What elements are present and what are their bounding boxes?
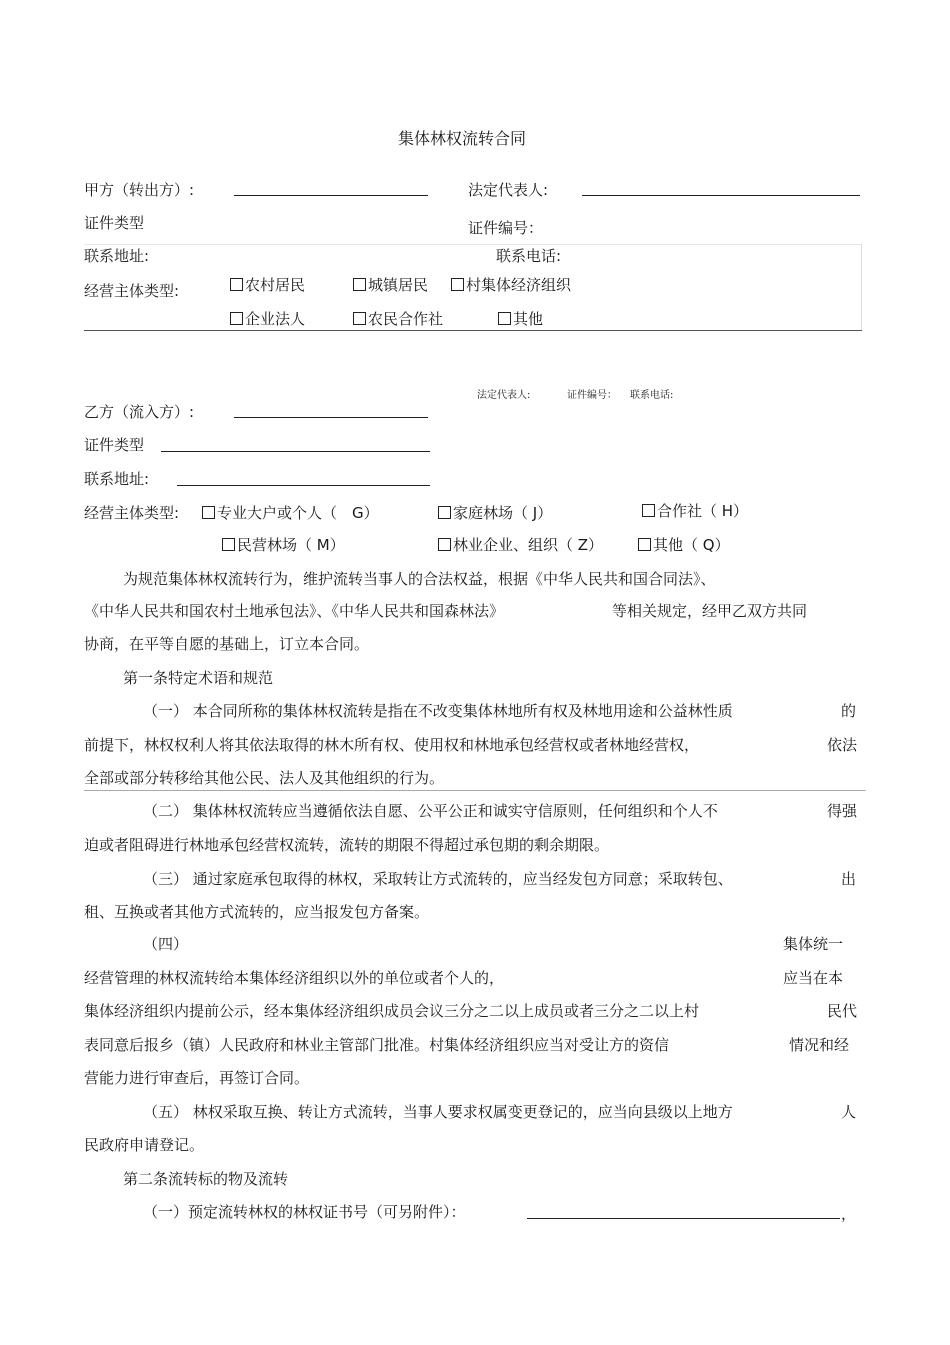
checkbox-icon [353, 312, 366, 325]
party-b-small-id-number: 证件编号： [567, 390, 617, 401]
option-label: 村集体经济组织 [466, 276, 572, 294]
party-b-small-phone: 联系电话: [630, 390, 674, 401]
checkbox-icon [353, 278, 366, 291]
party-a-legal-rep-field[interactable] [582, 195, 860, 196]
option-label: 专业大户或个人（ G） [217, 504, 379, 522]
clause-text: 应当在本 [783, 969, 844, 987]
clause-text: （三） 通过家庭承包取得的林权，采取转让方式流转的，应当经发包方同意；采取转包、 [143, 870, 733, 888]
party-b-address-field[interactable] [177, 485, 430, 486]
option-label: 民营林场（ M） [237, 536, 345, 554]
party-b-option-cooperative[interactable] [642, 501, 748, 521]
option-label: 其他（ Q） [653, 536, 730, 554]
party-a-id-type-label: 证件类型 [84, 214, 145, 232]
clause-text: 营能力进行审查后，再签订合同。 [84, 1069, 310, 1087]
party-a-option-enterprise[interactable] [230, 309, 305, 329]
clause-text: 民政府申请登记。 [84, 1136, 205, 1154]
clause-text: （五） 林权采取互换、转让方式流转，当事人要求权属变更登记的，应当向县级以上地方 [143, 1103, 733, 1121]
party-a-label: 甲方（转出方）: [84, 181, 195, 199]
clause-text: 民代 [827, 1002, 858, 1020]
option-label: 农村居民 [245, 276, 306, 294]
clause-text: 情况和经 [789, 1036, 850, 1054]
party-a-option-rural-resident[interactable] [230, 275, 305, 295]
clause-text: ， [841, 1205, 857, 1223]
party-b-name-field[interactable] [234, 417, 428, 418]
party-a-table-right-border [861, 244, 862, 331]
clause-text: 人 [841, 1103, 857, 1121]
clause-divider [84, 790, 866, 791]
checkbox-icon [438, 506, 451, 519]
party-b-option-private-farm[interactable] [222, 535, 345, 555]
clause-text: 表同意后报乡（镇）人民政府和林业主管部门批准。村集体经济组织应当对受让方的资信 [84, 1036, 670, 1054]
party-a-legal-rep-label: 法定代表人: [468, 181, 549, 199]
party-a-phone-label: 联系电话: [496, 247, 562, 265]
party-b-option-forestry-enterprise[interactable] [438, 535, 603, 555]
party-b-small-legal-rep: 法定代表人: [477, 390, 531, 401]
checkbox-icon [642, 504, 655, 517]
party-a-option-urban-resident[interactable] [353, 275, 428, 295]
clause-text: （一）预定流转林权的林权证书号（可另附件）： [143, 1203, 466, 1221]
party-b-option-large-household[interactable] [202, 503, 379, 523]
article-1-heading: 第一条特定术语和规范 [123, 669, 274, 687]
article-2-heading: 第二条流转标的物及流转 [123, 1170, 289, 1188]
preamble-line: 协商，在平等自愿的基础上，订立本合同。 [84, 635, 370, 653]
preamble-line: 等相关规定，经甲乙双方共同 [612, 602, 808, 620]
checkbox-icon [438, 538, 451, 551]
party-a-option-cooperative[interactable] [353, 309, 443, 329]
clause-text: 前提下，林权权利人将其依法取得的林木所有权、使用权和林地承包经营权或者林地经营权， [84, 736, 700, 754]
certificate-number-field[interactable] [527, 1218, 840, 1219]
party-b-label: 乙方（流入方）: [84, 403, 195, 421]
checkbox-icon [230, 312, 243, 325]
preamble-line: 《中华人民共和国农村土地承包法》、《中华人民共和国森林法》 [84, 602, 505, 620]
party-a-entity-type-label: 经营主体类型: [84, 282, 180, 300]
clause-text: 租、互换或者其他方式流转的，应当报发包方备案。 [84, 903, 430, 921]
party-b-address-label: 联系地址: [84, 470, 150, 488]
clause-text: （二） 集体林权流转应当遵循依法自愿、公平公正和诚实守信原则，任何组织和个人不 [143, 802, 718, 820]
party-b-option-family-farm[interactable] [438, 503, 552, 523]
party-a-id-number-label: 证件编号： [468, 219, 544, 237]
party-b-entity-type-label: 经营主体类型: [84, 504, 180, 522]
clause-text: 依法 [827, 736, 858, 754]
option-label: 农民合作社 [368, 310, 444, 328]
party-b-id-type-label: 证件类型 [84, 436, 145, 454]
option-label: 企业法人 [245, 310, 306, 328]
checkbox-icon [222, 538, 235, 551]
checkbox-icon [230, 278, 243, 291]
page-title: 集体林权流转合同 [398, 129, 527, 148]
clause-text: 经营管理的林权流转给本集体经济组织以外的单位或者个人的， [84, 969, 505, 987]
party-b-id-type-field[interactable] [161, 451, 430, 452]
preamble-line: 为规范集体林权流转行为，维护流转当事人的合法权益，根据《中华人民共和国合同法》、 [123, 570, 716, 588]
clause-text: 全部或部分转移给其他公民、法人及其他组织的行为。 [84, 769, 445, 787]
clause-text: 出 [841, 870, 857, 888]
party-b-option-other[interactable] [638, 535, 730, 555]
party-a-table-top-border [84, 244, 862, 245]
option-label: 合作社（ H） [657, 502, 749, 520]
option-label: 其他 [513, 310, 544, 328]
option-label: 城镇居民 [368, 276, 429, 294]
checkbox-icon [498, 312, 511, 325]
clause-text: 的 [841, 702, 857, 720]
party-a-table-bottom-border [84, 330, 862, 331]
clause-text: （四） [143, 935, 189, 953]
checkbox-icon [202, 506, 215, 519]
checkbox-icon [638, 538, 651, 551]
clause-text: 迫或者阻碍进行林地承包经营权流转，流转的期限不得超过承包期的剩余期限。 [84, 836, 610, 854]
checkbox-icon [451, 278, 464, 291]
option-label: 林业企业、组织（ Z） [453, 536, 604, 554]
party-a-name-field[interactable] [234, 195, 428, 196]
clause-text: （一） 本合同所称的集体林权流转是指在不改变集体林地所有权及林地用途和公益林性质 [143, 702, 733, 720]
party-a-address-label: 联系地址: [84, 247, 150, 265]
clause-text: 得强 [827, 802, 858, 820]
clause-text: 集体经济组织内提前公示，经本集体经济组织成员会议三分之二以上成员或者三分之二以上村 [84, 1002, 700, 1020]
clause-text: 集体统一 [783, 935, 844, 953]
option-label: 家庭林场（ J） [453, 504, 553, 522]
party-a-option-village-collective[interactable] [451, 275, 571, 295]
party-a-option-other[interactable] [498, 309, 543, 329]
